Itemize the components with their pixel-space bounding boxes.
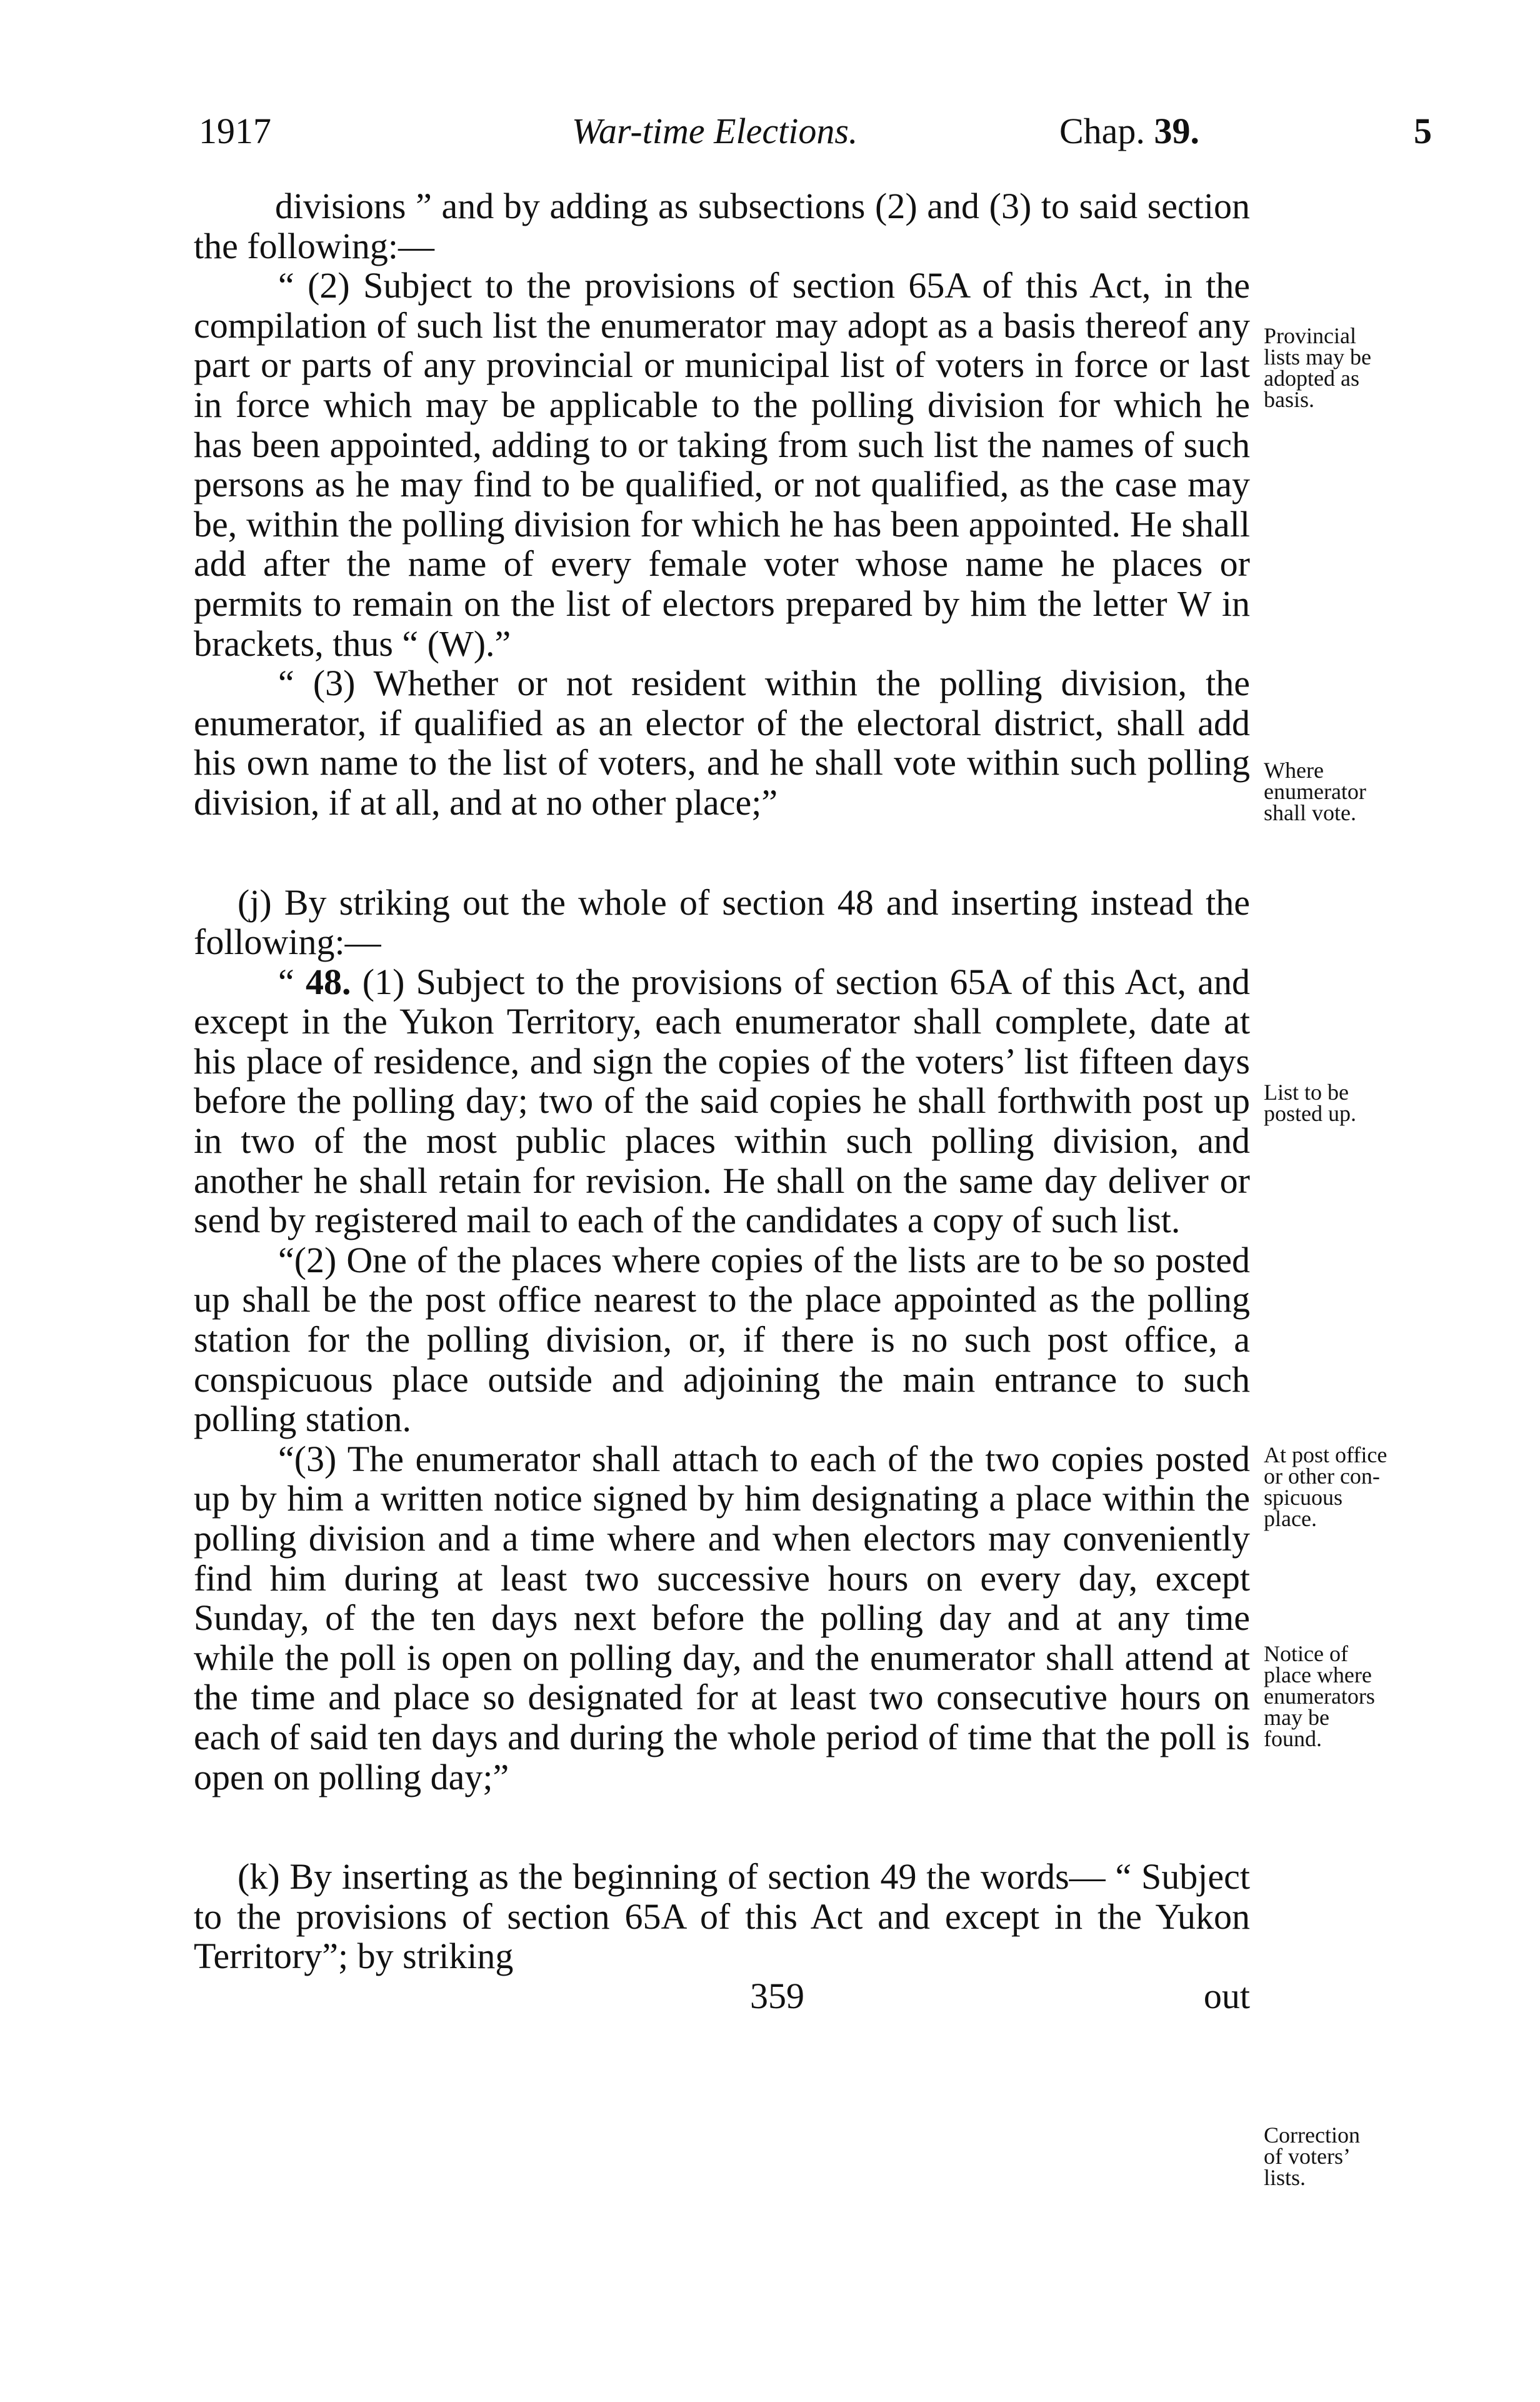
margin-note-line: place where	[1264, 1662, 1372, 1687]
margin-note-line: shall vote.	[1264, 800, 1356, 825]
section-48-number: 48.	[306, 961, 351, 1002]
margin-note-line: adopted as	[1264, 366, 1359, 391]
chapter-number: 39.	[1154, 111, 1199, 151]
header-chapter	[1059, 111, 1199, 151]
margin-note-line: lists.	[1264, 2165, 1306, 2190]
margin-note-post-office	[1264, 1444, 1526, 1529]
margin-note-line: found.	[1264, 1726, 1322, 1751]
margin-note-line: Notice of	[1264, 1641, 1348, 1666]
paragraph-48-3: “(3) The enumerator shall attach to each of the two copies posted up by him a written notice signed by him designating a place within the polling division and a time where and when electors may conveniently find him during at least two successive hours on every day, except Sunday, of the ten days next before the polling day and at any time while the poll is open on polling day, and the enumerator shall attend at the time and place so designated for at least two consecutive hours on each of said ten days and during the whole period of time that the poll is open on polling day;”	[194, 1438, 1250, 1797]
margin-note-line: basis.	[1264, 387, 1314, 412]
body-text	[194, 186, 1250, 2016]
chapter-prefix: Chap.	[1059, 111, 1145, 151]
paragraph-section-48	[194, 962, 1250, 1240]
section-48-text: (1) Subject to the provisions of section 65A of this Act, and except in the Yukon Territory, each enumerator shall complete, date at his place of residence, and sign the copies of the voters’ list fifteen days before the polling day; two of the said copies he shall forthwith post up in two of the most public places within such polling division, and another he shall retain for revision. He shall on the same day deliver or send by registered mail to each of the candidates a copy of such list.	[194, 961, 1250, 1241]
margin-note-line: At post office	[1264, 1442, 1388, 1467]
catchword: out	[1203, 1975, 1250, 2016]
paragraph-gap	[194, 1797, 1250, 1857]
margin-note-correction	[1264, 2124, 1526, 2188]
margin-note-where-enumerator	[1264, 760, 1526, 823]
page-footer-line	[194, 1976, 1250, 2016]
margin-note-line: Where	[1264, 758, 1324, 783]
margin-note-line: or other con-	[1264, 1464, 1380, 1489]
header-title: War-time Elections.	[572, 111, 858, 151]
margin-note-line: enumerators	[1264, 1684, 1375, 1709]
margin-note-line: may be	[1264, 1705, 1329, 1730]
paragraph-gap	[194, 823, 1250, 883]
paragraph-item-k: (k) By inserting as the beginning of section 49 the words— “ Subject to the provisions of section 65A of this Act and except in the Yukon Territory”; by striking	[194, 1856, 1250, 1977]
paragraph-subsection-3: “ (3) Whether or not resident within the polling division, the enumerator, if qualified as an elector of the electoral district, shall add his own name to the list of voters, and he shall vote within such polling division, if at all, and at no other place;”	[194, 663, 1250, 823]
margin-note-line: Correction	[1264, 2123, 1360, 2148]
paragraph-item-j: (j) By striking out the whole of section 48 and inserting instead the following:—	[194, 882, 1250, 963]
margin-note-notice	[1264, 1643, 1526, 1749]
header-page-number: 5	[1414, 111, 1432, 151]
margin-note-line: Provincial	[1264, 323, 1356, 348]
paragraph-subsection-2: “ (2) Subject to the provisions of section 65A of this Act, in the compilation of such list the enumerator may adopt as a basis thereof any part or parts of any provincial or municipal list of voters in force or last in force which may be applicable to the polling division for which he has been appointed, adding to or taking from such list the names of such persons as he may find to be qualified, or not qualified, as the case may be, within the polling division for which he has been appointed. He shall add after the name of every female voter whose name he places or permits to remain on the list of electors prepared by him the letter W in brackets, thus “ (W).”	[194, 265, 1250, 664]
paragraph-48-2: “(2) One of the places where copies of the lists are to be so posted up shall be the post office nearest to the place appointed as the polling station for the polling division, or, if there is no such post office, a conspicuous place outside and adjoining the main entrance to such polling station.	[194, 1239, 1250, 1440]
margin-note-line: of voters’	[1264, 2144, 1351, 2169]
margin-note-line: lists may be	[1264, 344, 1371, 369]
margin-note-list-posted	[1264, 1082, 1526, 1124]
quote-open: “	[278, 961, 306, 1002]
header-year: 1917	[199, 111, 271, 151]
margin-note-line: spicuous	[1264, 1485, 1342, 1510]
paragraph-continuation: divisions ” and by adding as subsections (2) and (3) to said section the following:—	[194, 186, 1250, 266]
margin-note-line: place.	[1264, 1506, 1317, 1531]
margin-note-line: List to be	[1264, 1080, 1349, 1105]
margin-note-provincial-lists	[1264, 325, 1526, 410]
margin-note-line: posted up.	[1264, 1101, 1356, 1126]
margin-note-line: enumerator	[1264, 779, 1366, 804]
footer-page-number: 359	[750, 1975, 804, 2016]
